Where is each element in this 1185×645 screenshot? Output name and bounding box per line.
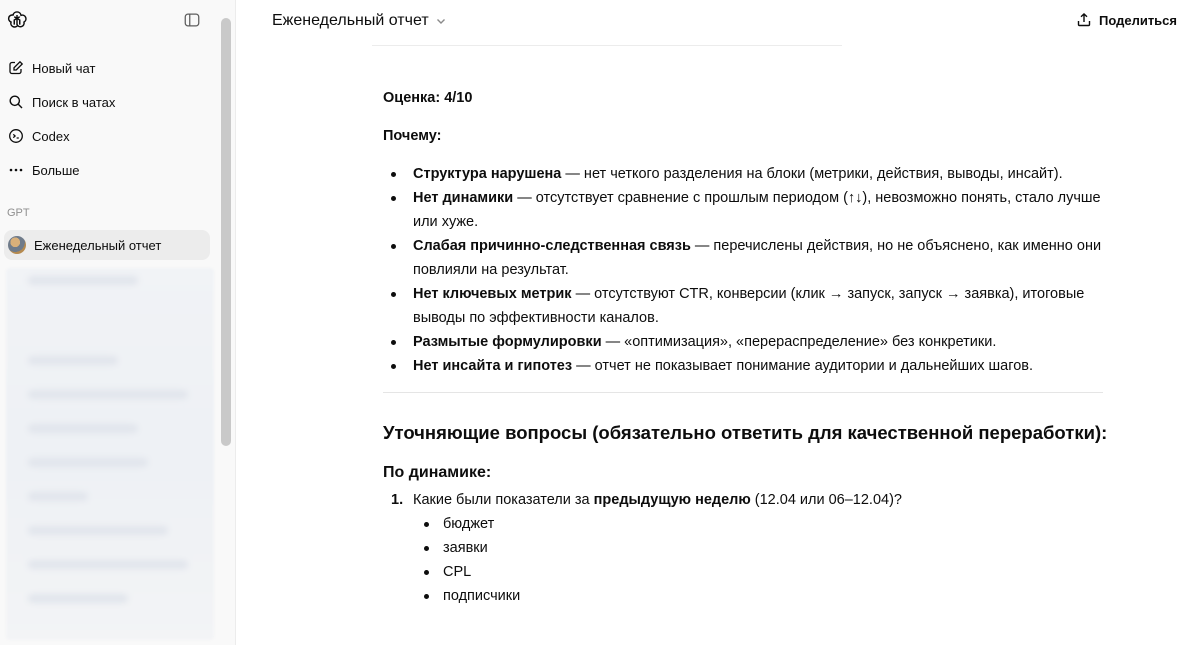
- reason-text: — отсутствует сравнение с прошлым периодом (↑↓), невозможно понять, стало лучше или хуже.: [413, 190, 1101, 230]
- list-item: [383, 186, 1108, 234]
- section-divider: [383, 392, 1103, 393]
- share-button[interactable]: [1076, 12, 1177, 28]
- score-label: Оценка: 4/10: [383, 90, 473, 106]
- search-icon: [8, 94, 24, 110]
- sidebar-chat-label: Еженедельный отчет: [34, 237, 162, 253]
- chat-title-dropdown[interactable]: [272, 12, 447, 30]
- share-label: Поделиться: [1098, 12, 1177, 28]
- share-icon: [1076, 12, 1092, 28]
- question-text-bold: предыдущую неделю: [593, 492, 751, 508]
- codex-icon: [8, 128, 24, 144]
- message-divider: [372, 45, 842, 46]
- reason-text: — «оптимизация», «перераспределение» без конкретики.: [601, 334, 997, 350]
- codex-label: Codex: [32, 128, 70, 144]
- list-item: заявки: [413, 536, 1108, 560]
- list-item: [383, 330, 1108, 354]
- assistant-message: [383, 86, 1108, 608]
- list-item: [383, 488, 1108, 608]
- chat-header: [237, 0, 1185, 42]
- questions-list: [383, 488, 1108, 608]
- sidebar-top: [0, 0, 236, 42]
- list-item: [383, 234, 1108, 282]
- why-label: Почему:: [383, 128, 442, 144]
- list-item: подписчики: [413, 584, 1108, 608]
- question-text-after: (12.04 или 06–12.04)?: [750, 492, 902, 508]
- list-item: бюджет: [413, 512, 1108, 536]
- list-item: [383, 282, 1108, 330]
- list-item: CPL: [413, 560, 1108, 584]
- codex-button[interactable]: [4, 121, 210, 151]
- new-chat-button[interactable]: [4, 53, 210, 83]
- reason-title: Структура нарушена: [413, 166, 562, 182]
- search-chats-label: Поиск в чатах: [32, 94, 116, 110]
- more-icon: [8, 162, 24, 178]
- reason-title: Слабая причинно-следственная связь: [413, 238, 691, 254]
- sidebar-toggle-icon[interactable]: [183, 11, 201, 29]
- sidebar-section-gpt: GPT: [7, 207, 30, 219]
- sidebar-scrollbar[interactable]: [221, 18, 231, 446]
- chat-title: Еженедельный отчет: [272, 12, 429, 29]
- reason-text: — отсутствуют CTR, конверсии (клик → запуск, запуск → заявка), итоговые выводы по эффективности каналов.: [413, 286, 1085, 326]
- question-number: 1.: [391, 492, 404, 508]
- question-sublist: [413, 512, 1108, 608]
- reason-text: — отчет не показывает понимание аудитории и дальнейших шагов.: [572, 358, 1033, 374]
- list-item: [383, 162, 1108, 186]
- search-chats-button[interactable]: [4, 87, 210, 117]
- reason-title: Нет динамики: [413, 190, 514, 206]
- new-chat-label: Новый чат: [32, 60, 96, 76]
- blurred-chat-history: [6, 268, 214, 640]
- reason-title: Нет инсайта и гипотез: [413, 358, 573, 374]
- openai-logo-icon[interactable]: [6, 9, 28, 31]
- chevron-down-icon: [435, 15, 447, 27]
- reason-text: — перечислены действия, но не объяснено, как именно они повлияли на результат.: [413, 238, 1102, 278]
- reasons-list: [383, 162, 1108, 378]
- more-button[interactable]: [4, 155, 210, 185]
- question-text-before: Какие были показатели за: [413, 492, 594, 508]
- reason-title: Нет ключевых метрик: [413, 286, 572, 302]
- list-item: [383, 354, 1108, 378]
- more-label: Больше: [32, 162, 80, 178]
- reason-text: — нет четкого разделения на блоки (метрики, действия, выводы, инсайт).: [561, 166, 1063, 182]
- sidebar: [0, 0, 236, 645]
- questions-heading: Уточняющие вопросы (обязательно ответить для качественной переработки):: [383, 422, 1108, 443]
- new-chat-icon: [8, 60, 24, 76]
- dynamics-heading: По динамике:: [383, 464, 492, 481]
- reason-title: Размытые формулировки: [413, 334, 602, 350]
- sidebar-chat-weekly-report[interactable]: [4, 230, 210, 260]
- gpt-avatar: [8, 236, 26, 254]
